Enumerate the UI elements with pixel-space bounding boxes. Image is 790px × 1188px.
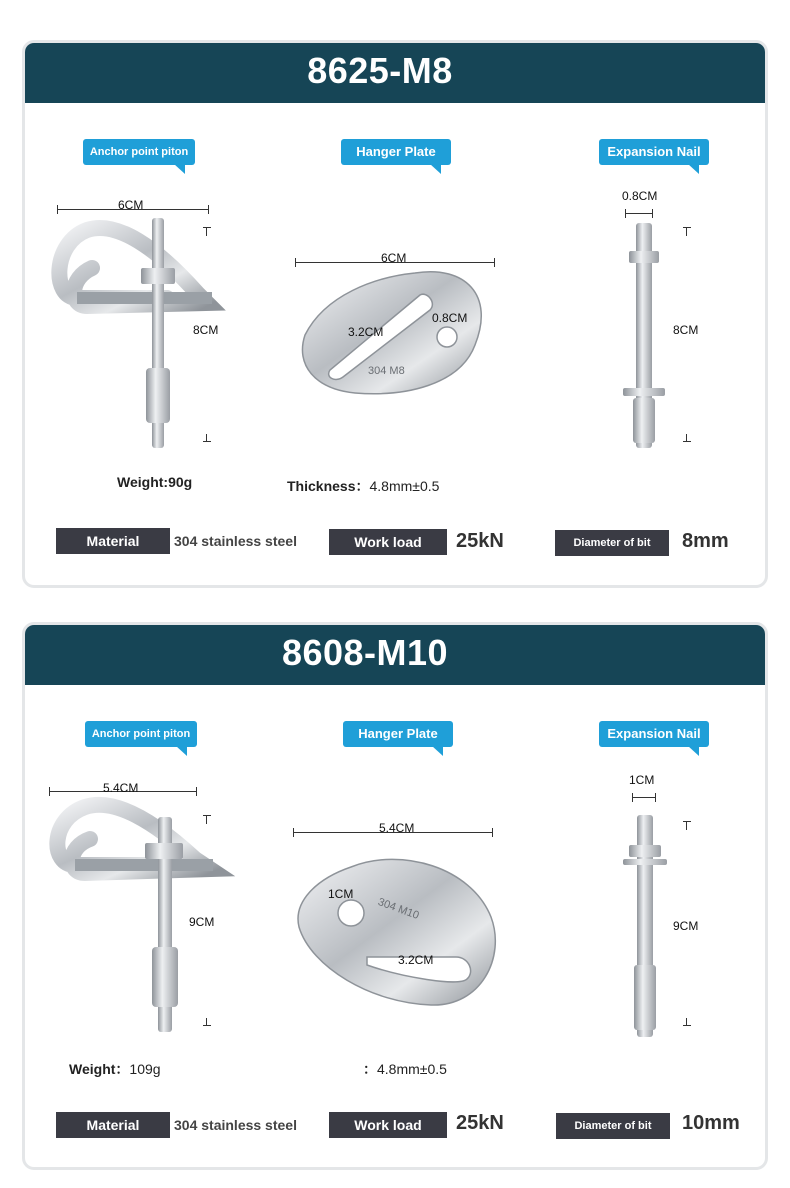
workload-value: 25kN: [456, 530, 504, 552]
material-label: Material: [56, 1112, 170, 1138]
hanger-stamp: 304 M8: [368, 365, 405, 377]
tag-anchor-point-piton: Anchor point piton: [83, 139, 195, 165]
nail-length-bottom: [683, 441, 691, 442]
expansion-nail-image: [617, 815, 673, 1040]
thickness-spec: [363, 1059, 447, 1079]
tag-hanger-plate: Hanger Plate: [341, 139, 451, 165]
nail-diameter-label: 1CM: [629, 773, 655, 787]
expansion-nail-image: [615, 223, 675, 453]
model-title: 8625-M8: [307, 50, 453, 91]
thickness-label: Thickness：: [287, 478, 370, 494]
model-banner: [25, 43, 765, 103]
nail-length-label: 8CM: [673, 323, 699, 337]
anchor-width-label: 6CM: [118, 198, 144, 212]
workload-label: Work load: [329, 1112, 447, 1138]
nail-diameter-label: 0.8CM: [622, 189, 658, 203]
anchor-width-label: 5.4CM: [103, 781, 139, 795]
hanger-hole-label: 1CM: [328, 887, 354, 901]
tag-expansion-nail: Expansion Nail: [599, 721, 709, 747]
anchor-length-top: [203, 227, 211, 228]
thickness-value: 4.8mm±0.5: [377, 1061, 447, 1077]
anchor-length-top: [203, 815, 211, 816]
nail-length-top: [683, 227, 691, 228]
anchor-length-bottom: [203, 441, 211, 442]
bit-label: Diameter of bit: [555, 530, 669, 556]
bit-label: Diameter of bit: [556, 1113, 670, 1139]
thickness-label: ：: [363, 1061, 377, 1077]
nail-length-top: [683, 821, 691, 822]
tag-hanger-plate: Hanger Plate: [343, 721, 453, 747]
weight-label: Weight：: [69, 1061, 130, 1077]
product-card-1: [22, 40, 768, 588]
nail-diameter-line: [632, 797, 656, 798]
workload-value: 25kN: [456, 1112, 504, 1134]
workload-label: Work load: [329, 529, 447, 555]
bit-value: 8mm: [682, 530, 729, 552]
hanger-width-label: 5.4CM: [379, 821, 415, 835]
anchor-length-bottom: [203, 1025, 211, 1026]
weight-label: Weight:: [117, 474, 169, 490]
tag-expansion-nail: Expansion Nail: [599, 139, 709, 165]
product-card-2: [22, 622, 768, 1170]
hanger-stamp: 304 M10: [376, 896, 421, 922]
anchor-piton-image: [47, 218, 217, 448]
model-title: 8608-M10: [281, 632, 449, 673]
thickness-value: 4.8mm±0.5: [369, 478, 440, 494]
bit-value: 10mm: [682, 1112, 740, 1134]
hanger-inner-label: 3.2CM: [348, 325, 384, 339]
weight-value: 109g: [129, 1061, 161, 1077]
thickness-spec: [287, 476, 439, 496]
material-label: Material: [56, 528, 170, 554]
material-value: 304 stainless steel: [174, 533, 297, 549]
nail-length-label: 9CM: [673, 919, 699, 933]
hanger-plate-image: [291, 847, 501, 1017]
nail-length-bottom: [683, 1025, 691, 1026]
hanger-plate-image: [295, 265, 495, 405]
tag-anchor-point-piton: Anchor point piton: [85, 721, 197, 747]
model-banner: [25, 625, 765, 685]
weight-spec: [117, 474, 192, 490]
material-value: 304 stainless steel: [174, 1117, 297, 1133]
nail-diameter-line: [625, 213, 653, 214]
hanger-hole-label: 0.8CM: [432, 311, 468, 325]
hanger-width-label: 6CM: [381, 251, 407, 265]
anchor-length-label: 9CM: [189, 915, 215, 929]
weight-value: 90g: [168, 474, 193, 490]
weight-spec: [69, 1059, 161, 1079]
hanger-inner-label: 3.2CM: [398, 953, 434, 967]
anchor-length-label: 8CM: [193, 323, 219, 337]
